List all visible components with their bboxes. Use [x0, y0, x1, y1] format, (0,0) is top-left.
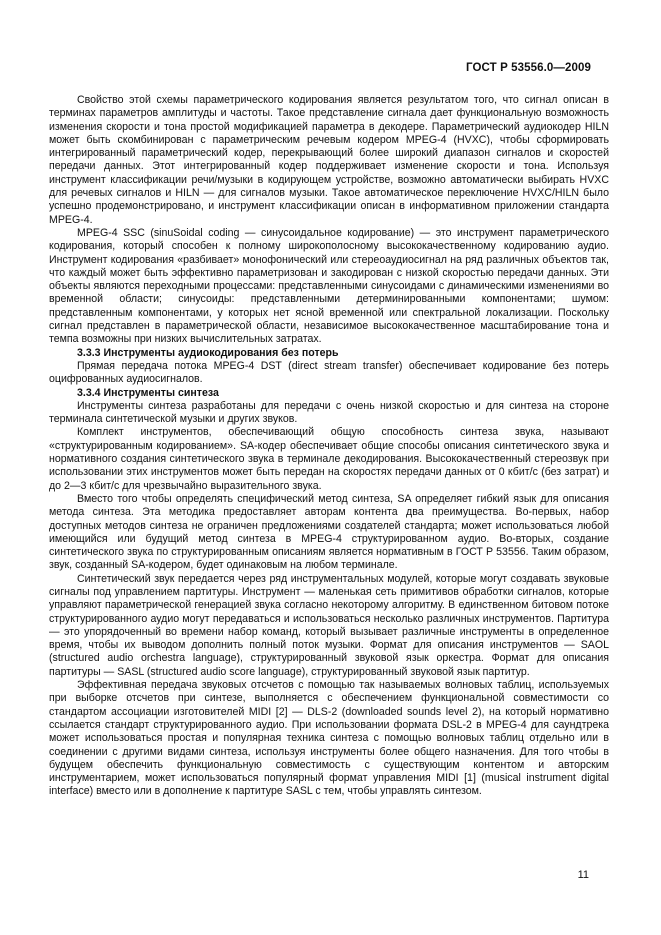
document-body	[49, 94, 609, 799]
paragraph-synthesis-intro: Инструменты синтеза разработаны для передачи с очень низкой скоростью и для синтеза на стороне терминала синтетической музыки и других звуков.	[49, 399, 609, 426]
paragraph-dst: Прямая передача потока MPEG-4 DST (direct stream transfer) обеспечивает кодирование без потерь оцифрованных аудиосигналов.	[49, 359, 609, 386]
paragraph-wavetable-midi: Эффективная передача звуковых отсчетов с помощью так называемых волновых таблиц, используемых при выборке отсчетов при синтезе, выполняется с обеспечением функциональной совместимости со стандартом ассоциации изготовителей MIDI [2] — DLS-2 (downloaded sounds level 2), на который нормативно ссылается стандарт структурированного аудио. При использовании формата DSL-2 в MPEG-4 для саундтрека может использоваться простая и популярная техника синтеза с помощью волновых таблиц отдельно или в соединении с другими видами синтеза, используя инструменты более общего назначения. Для того чтобы в будущем обеспечить функциональную совместимость с существующим контентом и авторским инструментарием, может использоваться популярный формат управления MIDI [1] (musical instrument digital interface) вместо или в дополнение к партитуре SASL с тем, чтобы управлять синтезом.	[49, 679, 609, 798]
section-heading-lossless: 3.3.3 Инструменты аудиокодирования без потерь	[77, 346, 339, 359]
paragraph-ssc: MPEG-4 SSC (sinuSoidal coding — синусоидальное кодирование) — это инструмент параметрического кодирования, который способен к полному широкополосному высококачественному кодированию аудио. Инструмент кодирования «разбивает» монофонический или стереоаудиосигнал на ряд различных объектов так, что каждый может быть эффективно параметризован и закодирован с низкой скоростью передачи данных. Эти объекты являются переходными процессами: представленными синусоидами с динамическими изменениями во временной области; синусоиды: представленными детерминированными компонентами; шумом: представленным компонентами, у которых нет ясной временной или спектральной локализации. Поскольку сигнал представлен в параметрической области, независимое высококачественное масштабирование тона и темпа возможны при низких вычислительных затратах.	[49, 226, 609, 346]
section-heading-synthesis: 3.3.4 Инструменты синтеза	[77, 386, 219, 399]
paragraph-saol-sasl: Синтетический звук передается через ряд инструментальных модулей, которые могут создавать звуковые сигналы под управлением партитуры. Инструмент — маленькая сеть примитивов обработки сигналов, которые управляют параметрической генерацией звука согласно некоторому алгоритму. В единственном битовом потоке структурированного аудио могут передаваться и использоваться несколько различных инструментов. Партитура — это упорядоченный во времени набор команд, который вызывает различные инструменты в определенное время, чтобы их выводом дополнить полный поток музыки. Формат для описания инструментов — SAOL (structured audio orchestra language), структурированный звуковой язык оркестра. Формат для описания партитуры — SASL (structured audio score language), структурированный звуковой язык партитур.	[49, 572, 609, 678]
document-id-header: ГОСТ Р 53556.0—2009	[466, 62, 591, 74]
paragraph-sa-language: Вместо того чтобы определять специфический метод синтеза, SA определяет гибкий язык для описания метода синтеза. Эта методика предоставляет авторам контента два преимущества. Во-первых, набор доступных методов синтеза не ограничен предложениями создателей стандарта; может использоваться любой имеющийся или будущий метод синтеза в MPEG-4 структурированном аудио. Во-вторых, создание синтетического звука по структурированным описаниям является нормативным в ГОСТ Р 53556. Таким образом, звук, созданный SA-кодером, будет одинаковым на любом терминале.	[49, 492, 609, 572]
page-number: 11	[577, 869, 589, 881]
paragraph-structured-coding: Комплект инструментов, обеспечивающий общую способность синтеза звука, называют «структурированным кодированием». SA-кодер обеспечивает общие способы описания синтетического звука и нормативного создания синтетического звука в терминале декодирования. Высококачественный стереозвук при использовании этих инструментов может быть передан на скоростях передачи данных от 0 кбит/с (без затрат) и до 2—3 кбит/с для чрезвычайно выразительного звука.	[49, 426, 609, 492]
paragraph-parametric-coding: Свойство этой схемы параметрического кодирования является результатом того, что сигнал описан в терминах параметров амплитуды и частоты. Такое представление сигнала дает функциональную возможность изменения скорости и тона простой модификацией параметра в декодере. Параметрический аудиокодер HILN может быть скомбинирован с параметрическим речевым кодером MPEG-4 (HVXC), чтобы сформировать интегрированный параметрический кодер, перекрывающий более широкий диапазон сигналов и скоростей передачи данных. Этот интегрированный кодер поддерживает изменение скорости и тона. Используя инструмент классификации речи/музыки в кодирующем устройстве, возможно автоматически выбирать HVXC для речевых сигналов и HILN — для сигналов музыки. Такое автоматическое переключение HVXC/HILN было успешно продемонстрировано, и инструмент классификации описан в информативном приложении стандарта MPEG-4.	[49, 94, 609, 226]
